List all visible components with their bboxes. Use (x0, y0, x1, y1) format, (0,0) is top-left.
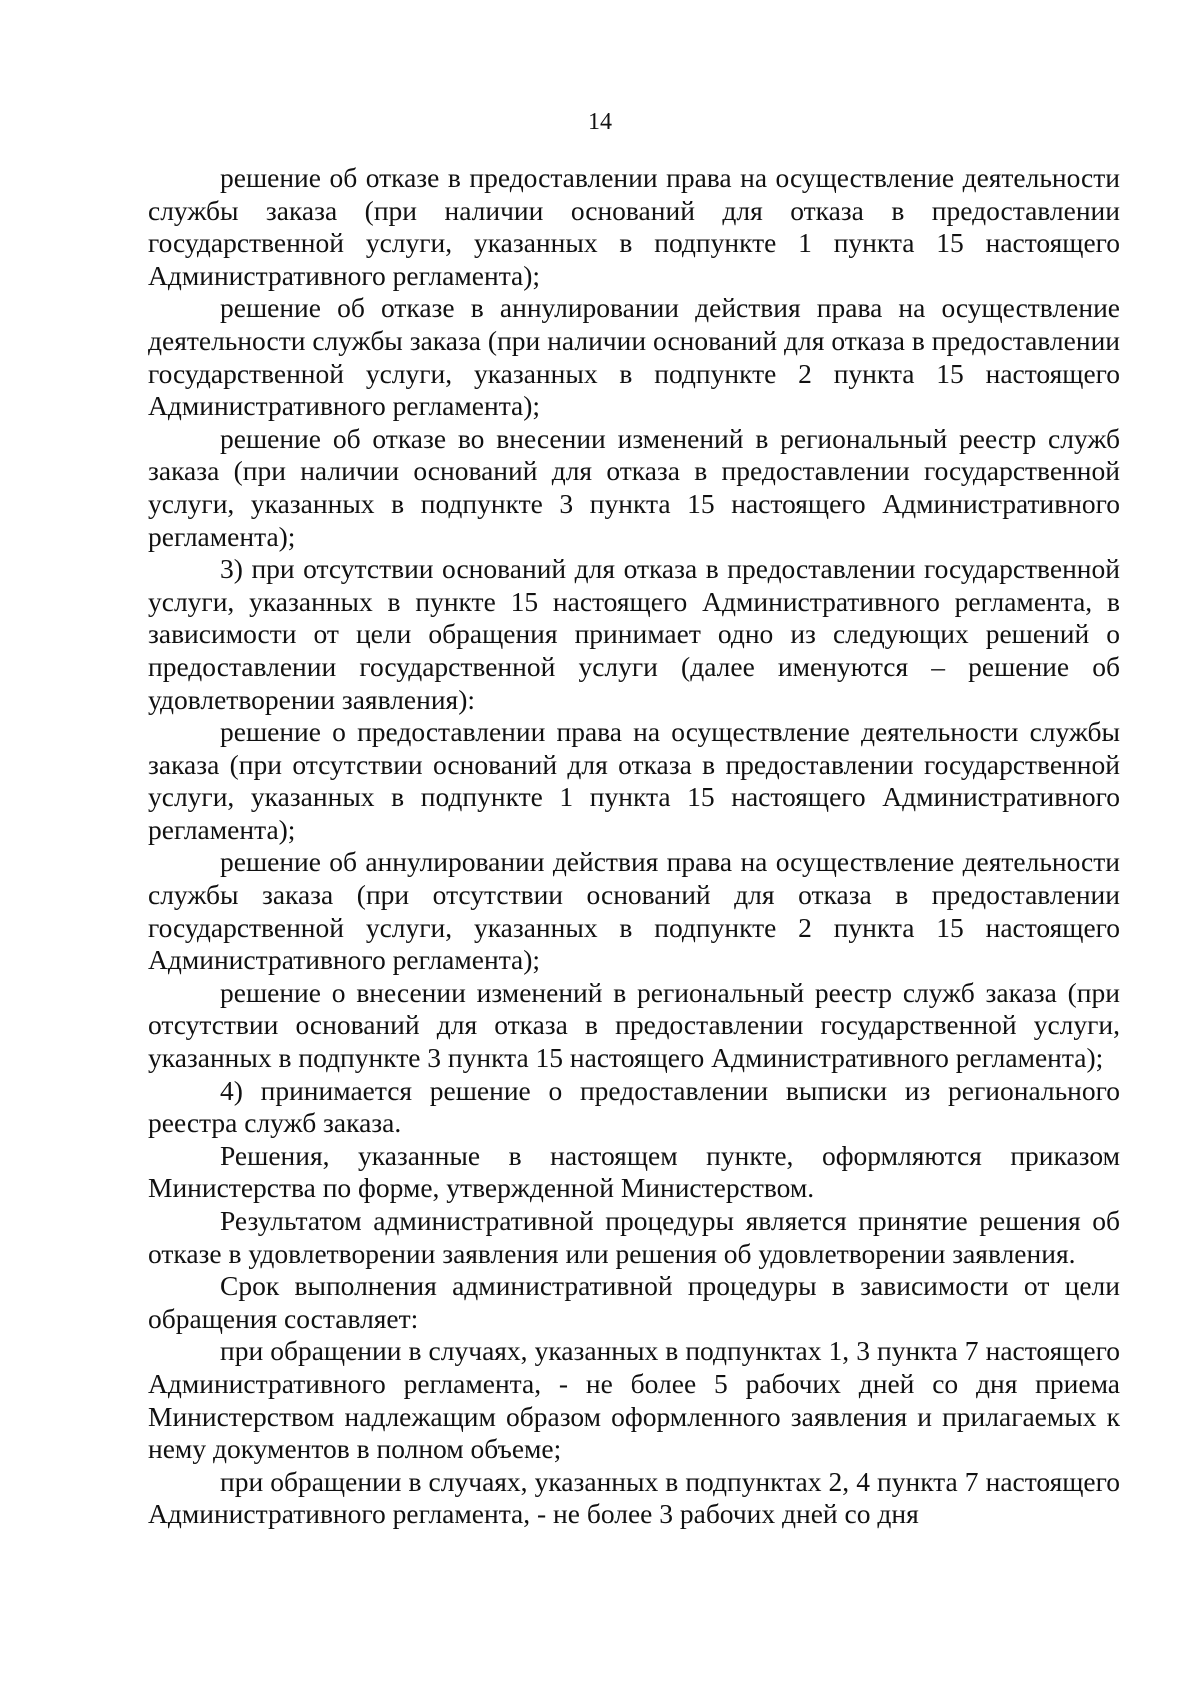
paragraph-term-intro: Срок выполнения административной процедуры в зависимости от цели обращения составляет: (148, 1270, 1120, 1334)
paragraph-result: Результатом административной процедуры является принятие решения об отказе в удовлетворении заявления или решения об удовлетворении заявления. (148, 1205, 1120, 1269)
paragraph-refusal-register-changes: решение об отказе во внесении изменений в региональный реестр служб заказа (при наличии оснований для отказа в предоставлении государственной услуги, указанных в подпункте 3 пункта 15 настоящего Административного регламента); (148, 422, 1120, 552)
paragraph-refusal-annulment: решение об отказе в аннулировании действия права на осуществление деятельности службы заказа (при наличии оснований для отказа в предоставлении государственной услуги, указанных в подпункте 2 пункта 15 настоящего Административного регламента); (148, 292, 1120, 422)
document-body (148, 162, 1120, 1531)
page-number: 14 (588, 109, 612, 135)
paragraph-term-5-days: при обращении в случаях, указанных в подпунктах 1, 3 пункта 7 настоящего Административного регламента, - не более 5 рабочих дней со дня приема Министерством надлежащим образом оформленного заявления и прилагаемых к нему документов в полном объеме; (148, 1335, 1120, 1465)
paragraph-term-3-days: при обращении в случаях, указанных в подпунктах 2, 4 пункта 7 настоящего Административного регламента, - не более 3 рабочих дней со дня (148, 1465, 1120, 1530)
paragraph-decision-grant-right: решение о предоставлении права на осуществление деятельности службы заказа (при отсутствии оснований для отказа в предоставлении государственной услуги, указанных в подпункте 1 пункта 15 настоящего Административного регламента); (148, 716, 1120, 845)
paragraph-decision-annulment: решение об аннулировании действия права на осуществление деятельности службы заказа (при отсутствии оснований для отказа в предоставлении государственной услуги, указанных в подпункте 2 пункта 15 настоящего Административного регламента); (148, 846, 1120, 976)
paragraph-item-4: 4) принимается решение о предоставлении выписки из регионального реестра служб заказа. (148, 1074, 1120, 1139)
paragraph-decisions-order: Решения, указанные в настоящем пункте, оформляются приказом Министерства по форме, утвержденной Министерством. (148, 1139, 1120, 1204)
paragraph-refusal-grant-right: решение об отказе в предоставлении права на осуществление деятельности службы заказа (при наличии оснований для отказа в предоставлении государственной услуги, указанных в подпункте 1 пункта 15 настоящего Административного регламента); (148, 162, 1120, 291)
paragraph-item-3: 3) при отсутствии оснований для отказа в предоставлении государственной услуги, указанных в пункте 15 настоящего Административного регламента, в зависимости от цели обращения принимает одно из следующих решений о предоставлении государственной услуги (далее именуются – решение об удовлетворении заявления): (148, 553, 1120, 715)
paragraph-decision-register-changes: решение о внесении изменений в региональный реестр служб заказа (при отсутствии оснований для отказа в предоставлении государственной услуги, указанных в подпункте 3 пункта 15 настоящего Административного регламента); (148, 976, 1120, 1074)
